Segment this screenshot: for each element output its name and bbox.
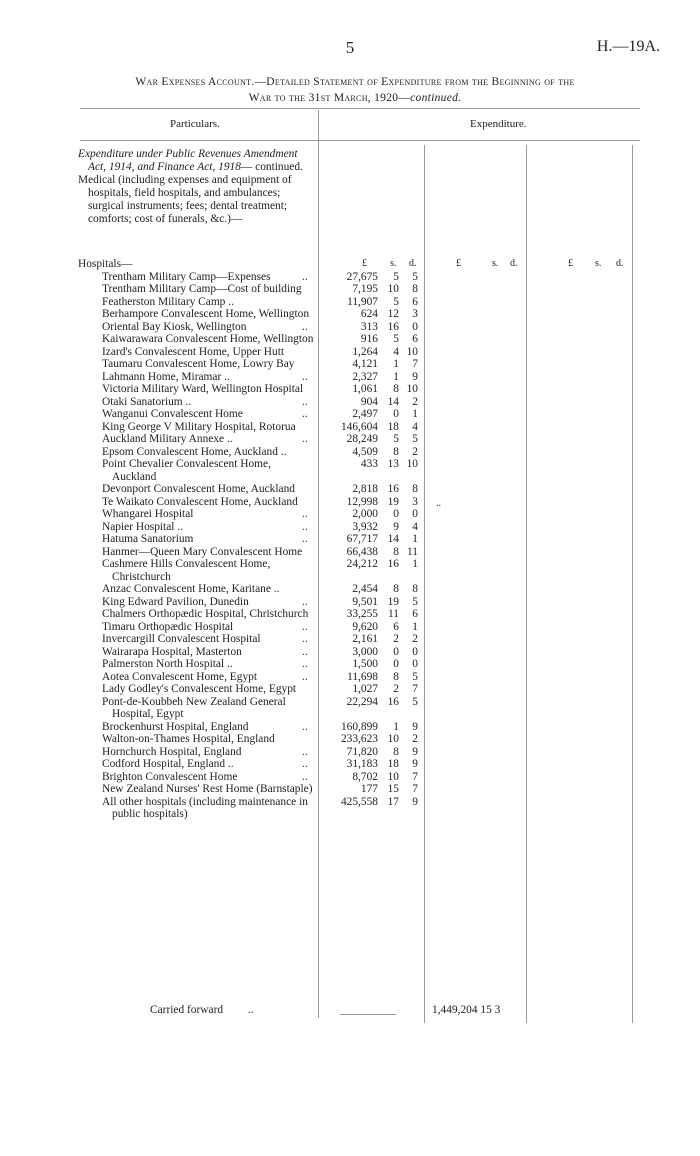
amount-shillings: 18 [387, 420, 399, 433]
amount-pounds: 4,121 [352, 358, 378, 370]
leader-dots: .. [302, 745, 308, 758]
medical-heading: Medical (including expenses and equipment of hospitals, field hospitals, and ambulances; surgical instruments; fees; dental treatment; comforts; cost of funerals, &c.)— [78, 174, 292, 225]
amount-pence: 7 [412, 358, 418, 370]
hospital-name: Wanganui Convalescent Home [102, 408, 243, 420]
amount-pence: 10 [406, 458, 418, 470]
hospital-name: Brockenhurst Hospital, England [102, 720, 249, 733]
amount-pence: 9 [412, 370, 418, 383]
amount-shillings: 19 [387, 495, 399, 508]
amount-pence: 9 [412, 745, 418, 758]
hospital-row [78, 596, 698, 609]
amount-shillings: 1 [393, 370, 399, 383]
amount-pence: 4 [412, 520, 418, 533]
hospital-name: Brighton Convalescent Home [102, 770, 238, 783]
leader-dots: .. [302, 533, 308, 545]
hospital-name: Auckland Military Annexe .. [102, 433, 233, 445]
hospital-name: Palmerston North Hospital .. [102, 658, 233, 670]
hospital-row [78, 758, 698, 771]
hospital-name: Trentham Military Camp—Cost of building [102, 283, 302, 295]
amount-shillings: 16 [387, 483, 399, 495]
column-header-expenditure: Expenditure. [470, 118, 527, 130]
hospital-row [78, 696, 698, 721]
hospital-row [78, 558, 698, 583]
amount-shillings: 2 [393, 683, 399, 695]
amount-pence: 8 [412, 583, 418, 595]
hospital-name: Lady Godley's Convalescent Home, Egypt [102, 683, 297, 695]
header-rule-top [80, 108, 640, 109]
hospital-name: Anzac Convalescent Home, Karitane .. [102, 583, 280, 595]
hospital-row [78, 496, 698, 509]
amount-pence: 5 [412, 695, 418, 708]
amount-pounds: 67,717 [346, 533, 378, 545]
amount-pounds: 1,500 [352, 658, 378, 670]
amount-shillings: 19 [387, 595, 399, 608]
hospital-name: Invercargill Convalescent Hospital [102, 633, 261, 645]
hospital-name: Aotea Convalescent Home, Egypt [102, 670, 257, 683]
leader-dots: .. [302, 670, 308, 683]
amount-pounds: 146,604 [340, 420, 378, 433]
hospital-row [78, 621, 698, 634]
amount-pence: 2 [412, 733, 418, 745]
amount-shillings: 0 [393, 508, 399, 520]
amount-shillings: 8 [393, 670, 399, 683]
hospital-row [78, 796, 698, 821]
amount-pounds: 11,907 [347, 295, 378, 308]
amount-pounds: 27,675 [346, 270, 378, 283]
amount-shillings: 5 [393, 333, 399, 345]
leader-dots: .. [302, 620, 308, 633]
hospital-row [78, 783, 698, 796]
col1-pound-sign: £ [362, 258, 367, 269]
amount-pence: 5 [412, 670, 418, 683]
hospital-row [78, 446, 698, 459]
col3-pence-sign: d. [616, 258, 624, 269]
amount-pounds: 12,998 [346, 495, 378, 508]
hospital-name: Pont-de-Koubbeh New Zealand General Hospital, Egypt [102, 695, 286, 720]
leader-dots: .. [302, 658, 308, 670]
leader-dots: .. [302, 633, 308, 645]
hospital-name: Te Waikato Convalescent Home, Auckland [102, 495, 298, 508]
hospital-name: Wairarapa Hospital, Masterton [102, 645, 242, 658]
amount-shillings: 10 [387, 283, 399, 295]
section-heading [78, 148, 316, 226]
amount-pounds: 160,899 [340, 720, 378, 733]
amount-shillings: 2 [393, 633, 399, 645]
amount-pounds: 313 [360, 320, 378, 333]
amount-pence: 1 [412, 408, 418, 420]
amount-pence: 1 [412, 533, 418, 545]
amount-pence: 9 [412, 795, 418, 808]
amount-shillings: 16 [387, 320, 399, 333]
amount-shillings: 8 [393, 583, 399, 595]
hospital-row [78, 421, 698, 434]
hospital-row [78, 746, 698, 759]
amount-shillings: 15 [387, 783, 399, 795]
amount-pence: 9 [412, 758, 418, 770]
amount-pounds: 2,000 [352, 508, 378, 520]
hospital-row [78, 383, 698, 396]
hospital-name: Victoria Military Ward, Wellington Hospital [102, 383, 304, 395]
amount-pence: 9 [412, 720, 418, 733]
hospital-row [78, 371, 698, 384]
hospital-name: Point Chevalier Convalescent Home, Auckland [102, 458, 271, 483]
amount-pence: 8 [412, 283, 418, 295]
hospital-name: King George V Military Hospital, Rotorua [102, 420, 296, 433]
amount-pence: 1 [412, 558, 418, 570]
amount-pounds: 33,255 [346, 608, 378, 620]
amount-pence: 10 [406, 383, 418, 395]
amount-pounds: 177 [360, 783, 378, 795]
leader-dots: .. [302, 770, 308, 783]
hospital-name: Trentham Military Camp—Expenses [102, 270, 271, 283]
amount-pence: 3 [412, 308, 418, 320]
carried-forward-leader: .. [247, 1004, 254, 1016]
hospital-row [78, 346, 698, 359]
amount-pounds: 1,061 [352, 383, 378, 395]
hospital-name: Oriental Bay Kiosk, Wellington [102, 320, 247, 333]
hospital-name: Napier Hospital .. [102, 520, 183, 533]
amount-shillings: 1 [393, 358, 399, 370]
leader-dots: .. [302, 758, 308, 770]
amount-pounds: 624 [360, 308, 378, 320]
hospital-name: Featherston Military Camp .. [102, 295, 234, 308]
hospital-row [78, 658, 698, 671]
hospital-row [78, 671, 698, 684]
leader-dots: .. [302, 508, 308, 520]
hospital-name: Izard's Convalescent Home, Upper Hutt [102, 345, 285, 358]
amount-shillings: 8 [393, 445, 399, 458]
hospital-row [78, 721, 698, 734]
leader-dots: .. [302, 720, 308, 733]
amount-shillings: 8 [393, 383, 399, 395]
amount-pence: 7 [412, 783, 418, 795]
hospital-name: Hornchurch Hospital, England [102, 745, 242, 758]
carried-forward-total: 1,449,204 15 3 [432, 1004, 501, 1016]
col1-shilling-sign: s. [390, 258, 397, 269]
leader-dots: .. [302, 408, 308, 420]
leader-dots: .. [302, 320, 308, 333]
hospital-row [78, 271, 698, 284]
amount-shillings: 14 [387, 395, 399, 408]
amount-pounds: 233,623 [340, 733, 378, 745]
hospital-row [78, 333, 698, 346]
page-title [70, 74, 640, 106]
col1-pence-sign: d. [409, 258, 417, 269]
hospital-name: Whangarei Hospital [102, 508, 194, 520]
hospital-name: Kaiwarawara Convalescent Home, Wellington [102, 333, 314, 345]
amount-shillings: 1 [393, 720, 399, 733]
amount-pounds: 433 [360, 458, 378, 470]
hospital-row [78, 396, 698, 409]
amount-pounds: 904 [360, 395, 378, 408]
hospital-row [78, 733, 698, 746]
carried-forward-label: Carried forward [150, 1004, 224, 1016]
amount-shillings: 14 [387, 533, 399, 545]
hospital-name: Cashmere Hills Convalescent Home, Christchurch [102, 558, 271, 583]
hospitals-heading-row [78, 258, 698, 271]
hospital-row [78, 458, 698, 483]
hospitals-label: Hospitals— [78, 258, 133, 270]
leader-dots: .. [302, 433, 308, 445]
amount-shillings: 5 [393, 433, 399, 445]
amount-pounds: 9,501 [352, 595, 378, 608]
hospital-name: Chalmers Orthopædic Hospital, Christchurch [102, 608, 309, 620]
amount-pounds: 3,000 [352, 645, 378, 658]
total-rule [340, 1014, 396, 1015]
amount-pounds: 425,558 [340, 795, 378, 808]
amount-pounds: 3,932 [352, 520, 378, 533]
amount-pounds: 2,454 [352, 583, 378, 595]
amount-shillings: 16 [387, 558, 399, 570]
col3-pound-sign: £ [568, 258, 573, 269]
amount-pounds: 24,212 [346, 558, 378, 570]
hospital-name: Hanmer—Queen Mary Convalescent Home [102, 545, 303, 558]
amount-shillings: 4 [393, 345, 399, 358]
header-rule-bottom [80, 140, 640, 141]
hospital-row [78, 308, 698, 321]
hospital-row [78, 433, 698, 446]
amount-shillings: 8 [393, 745, 399, 758]
hospital-row [78, 546, 698, 559]
amount-pence: 6 [412, 608, 418, 620]
amount-pounds: 1,264 [352, 345, 378, 358]
amount-shillings: 16 [387, 695, 399, 708]
amount-shillings: 0 [393, 408, 399, 420]
amount-pounds: 31,183 [346, 758, 378, 770]
amount-pence: 2 [412, 445, 418, 458]
leader-dots: .. [302, 645, 308, 658]
document-reference: H.—19A. [596, 38, 660, 55]
amount-pounds: 916 [360, 333, 378, 345]
amount-shillings: 0 [393, 658, 399, 670]
title-line-1: War Expenses Account.—Detailed Statement of Expenditure from the Beginning of the [135, 76, 575, 88]
amount-pounds: 2,161 [352, 633, 378, 645]
amount-pounds: 2,327 [352, 370, 378, 383]
amount-pounds: 1,027 [352, 683, 378, 695]
hospital-row [78, 646, 698, 659]
hospital-row [78, 321, 698, 334]
amount-shillings: 5 [393, 295, 399, 308]
leader-dots: .. [302, 520, 308, 533]
section-heading-italic: Expenditure under Public Revenues Amendment Act, 1914, and Finance Act, 1918 [78, 148, 298, 173]
amount-pence: 0 [412, 320, 418, 333]
hospital-name: Otaki Sanatorium .. [102, 395, 192, 408]
amount-shillings: 11 [388, 608, 399, 620]
amount-pence: 10 [406, 345, 418, 358]
amount-pence: 5 [412, 433, 418, 445]
hospital-row [78, 533, 698, 546]
col3-shilling-sign: s. [595, 258, 602, 269]
col2-pound-sign: £ [456, 258, 461, 269]
amount-pence: 6 [412, 295, 418, 308]
amount-pounds: 7,195 [352, 283, 378, 295]
amount-pounds: 71,820 [346, 745, 378, 758]
hospital-name: Codford Hospital, England .. [102, 758, 234, 770]
page-number: 5 [345, 38, 355, 57]
hospital-row [78, 408, 698, 421]
hospital-row [78, 508, 698, 521]
amount-pence: 6 [412, 333, 418, 345]
hospital-name: New Zealand Nurses' Rest Home (Barnstaple) [102, 783, 313, 795]
hospital-row [78, 521, 698, 534]
leader-dots: .. [302, 395, 308, 408]
hospital-name: Taumaru Convalescent Home, Lowry Bay [102, 358, 295, 370]
amount-shillings: 9 [393, 520, 399, 533]
amount-pence: 11 [407, 545, 418, 558]
col2-pence-sign: d. [510, 258, 518, 269]
section-heading-continued: — continued. [240, 161, 303, 173]
amount-shillings: 0 [393, 645, 399, 658]
amount-shillings: 10 [387, 733, 399, 745]
hospital-name: Devonport Convalescent Home, Auckland [102, 483, 295, 495]
amount-pence: 7 [412, 770, 418, 783]
amount-pounds: 22,294 [346, 695, 378, 708]
hospital-row [78, 633, 698, 646]
amount-pence: 7 [412, 683, 418, 695]
amount-pence: 2 [412, 395, 418, 408]
title-line-2: War to the 31st March, 1920— [248, 92, 411, 104]
amount-shillings: 13 [387, 458, 399, 470]
hospital-name: King Edward Pavilion, Dunedin [102, 595, 249, 608]
amount-pence: 5 [412, 270, 418, 283]
hospital-row [78, 683, 698, 696]
amount-shillings: 5 [393, 270, 399, 283]
title-continued: continued. [410, 92, 462, 104]
hospital-row [78, 283, 698, 296]
amount-pounds: 2,497 [352, 408, 378, 420]
hospital-row [78, 358, 698, 371]
amount-pence: 0 [412, 658, 418, 670]
amount-shillings: 6 [393, 620, 399, 633]
amount-pounds: 8,702 [352, 770, 378, 783]
amount-pence: 0 [412, 645, 418, 658]
dotted-mark: .. [436, 498, 441, 509]
hospital-row [78, 608, 698, 621]
amount-shillings: 12 [387, 308, 399, 320]
amount-pence: 4 [412, 420, 418, 433]
hospital-name: Lahmann Home, Miramar .. [102, 370, 230, 383]
amount-pounds: 2,818 [352, 483, 378, 495]
hospital-name: Hatuma Sanatorium [102, 533, 194, 545]
amount-pence: 2 [412, 633, 418, 645]
leader-dots: .. [302, 370, 308, 383]
amount-shillings: 18 [387, 758, 399, 770]
hospital-row [78, 296, 698, 309]
leader-dots: .. [302, 595, 308, 608]
amount-pounds: 9,620 [352, 620, 378, 633]
hospital-name: Berhampore Convalescent Home, Wellington [102, 308, 310, 320]
hospital-list [78, 258, 698, 821]
amount-pence: 8 [412, 483, 418, 495]
amount-pounds: 11,698 [347, 670, 378, 683]
amount-pence: 5 [412, 595, 418, 608]
amount-pence: 1 [412, 620, 418, 633]
column-header-particulars: Particulars. [170, 118, 220, 130]
amount-pounds: 28,249 [346, 433, 378, 445]
amount-shillings: 17 [387, 795, 399, 808]
amount-pounds: 66,438 [346, 545, 378, 558]
amount-shillings: 8 [393, 545, 399, 558]
hospital-name: Walton-on-Thames Hospital, England [102, 733, 275, 745]
amount-pence: 3 [412, 495, 418, 508]
hospital-row [78, 483, 698, 496]
amount-pence: 0 [412, 508, 418, 520]
col2-shilling-sign: s. [492, 258, 499, 269]
hospital-name: All other hospitals (including maintenance in public hospitals) [102, 795, 308, 820]
hospital-row [78, 771, 698, 784]
hospital-row [78, 583, 698, 596]
amount-pounds: 4,509 [352, 445, 378, 458]
carried-forward-row [150, 1004, 254, 1016]
hospital-name: Timaru Orthopædic Hospital [102, 620, 234, 633]
leader-dots: .. [302, 270, 308, 283]
amount-shillings: 10 [387, 770, 399, 783]
hospital-name: Epsom Convalescent Home, Auckland .. [102, 445, 287, 458]
